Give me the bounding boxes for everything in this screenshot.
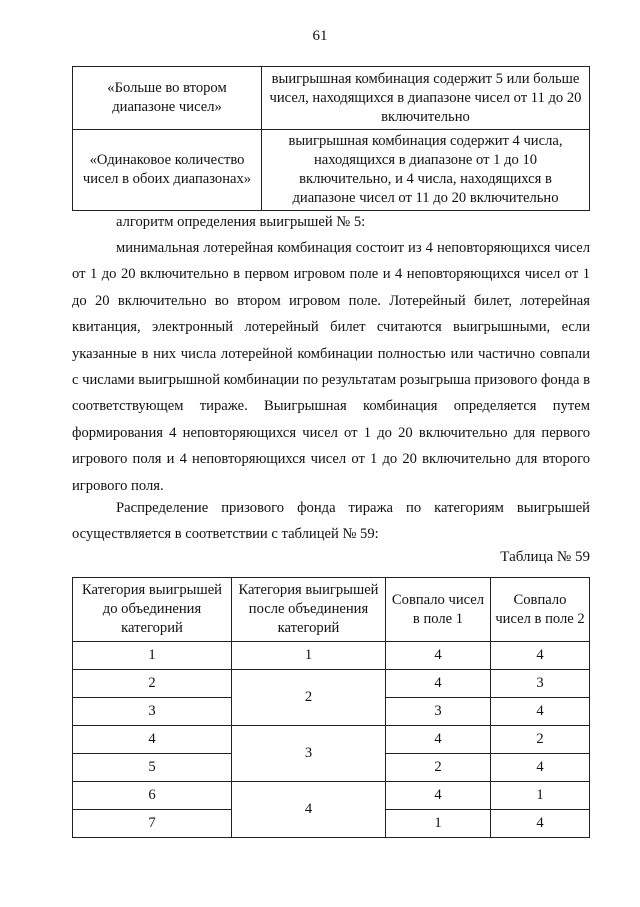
field1-match-cell: 4 — [386, 642, 491, 670]
category-before-cell: 5 — [73, 754, 232, 782]
category-before-cell: 2 — [73, 670, 232, 698]
condition-name: «Больше во втором диапазоне чисел» — [73, 67, 262, 130]
field2-match-cell: 2 — [491, 726, 590, 754]
category-after-cell: 2 — [232, 670, 386, 726]
condition-name: «Одинаковое количество чисел в обоих диапазонах» — [73, 130, 262, 211]
table-row — [73, 67, 590, 130]
table-row — [73, 642, 590, 670]
algorithm-description: минимальная лотерейная комбинация состоит из 4 неповторяющихся чисел от 1 до 20 включительно в первом игровом поле и 4 неповторяющихся чисел от 1 до 20 включительно во втором игровом поле. Лотерейный билет, лотерейная квитанция, электронный лотерейный билет считаются выигрышными, если указанные в них числа лотерейной комбинации полностью или частично совпали с числами выигрышной комбинации по результатам розыгрыша призового фонда в соответствующем тираже. Выигрышная комбинация определяется путем формирования 4 неповторяющихся чисел от 1 до 20 включительно для первого игрового поля и 4 неповторяющихся чисел от 1 до 20 включительно для второго игрового поля. — [72, 240, 590, 494]
field1-match-cell: 1 — [386, 810, 491, 838]
lottery-condition-table — [72, 66, 590, 211]
field1-match-cell: 2 — [386, 754, 491, 782]
field1-match-cell: 3 — [386, 698, 491, 726]
category-after-cell: 3 — [232, 726, 386, 782]
field2-match-cell: 4 — [491, 642, 590, 670]
field2-match-cell: 4 — [491, 698, 590, 726]
header-cell: Совпало чисел в поле 2 — [491, 578, 590, 642]
header-cell: Категория выигрышей после объединения категорий — [232, 578, 386, 642]
field1-match-cell: 4 — [386, 726, 491, 754]
table-caption: Таблица № 59 — [500, 549, 590, 565]
category-before-cell: 7 — [73, 810, 232, 838]
header-cell: Категория выигрышей до объединения категорий — [73, 578, 232, 642]
table-row — [73, 130, 590, 211]
algorithm-heading: алгоритм определения выигрышей № 5: — [116, 214, 366, 230]
field1-match-cell: 4 — [386, 670, 491, 698]
field2-match-cell: 4 — [491, 754, 590, 782]
field2-match-cell: 1 — [491, 782, 590, 810]
field2-match-cell: 3 — [491, 670, 590, 698]
field1-match-cell: 4 — [386, 782, 491, 810]
table-row — [73, 670, 590, 698]
prize-category-table — [72, 577, 590, 838]
category-before-cell: 4 — [73, 726, 232, 754]
header-cell: Совпало чисел в поле 1 — [386, 578, 491, 642]
category-after-cell: 4 — [232, 782, 386, 838]
table-header-row — [73, 578, 590, 642]
page-number: 61 — [312, 28, 328, 44]
distribution-paragraph: Распределение призового фонда тиража по категориям выигрышей осуществляется в соответствии с таблицей № 59: — [72, 500, 590, 543]
table-row — [73, 782, 590, 810]
field2-match-cell: 4 — [491, 810, 590, 838]
category-before-cell: 6 — [73, 782, 232, 810]
condition-description: выигрышная комбинация содержит 4 числа, находящихся в диапазоне от 1 до 10 включительно, и 4 числа, находящихся в диапазоне чисел от 11 до 20 включительно — [262, 130, 590, 211]
table-row — [73, 726, 590, 754]
category-after-cell: 1 — [232, 642, 386, 670]
category-before-cell: 3 — [73, 698, 232, 726]
category-before-cell: 1 — [73, 642, 232, 670]
condition-description: выигрышная комбинация содержит 5 или больше чисел, находящихся в диапазоне чисел от 11 до 20 включительно — [262, 67, 590, 130]
